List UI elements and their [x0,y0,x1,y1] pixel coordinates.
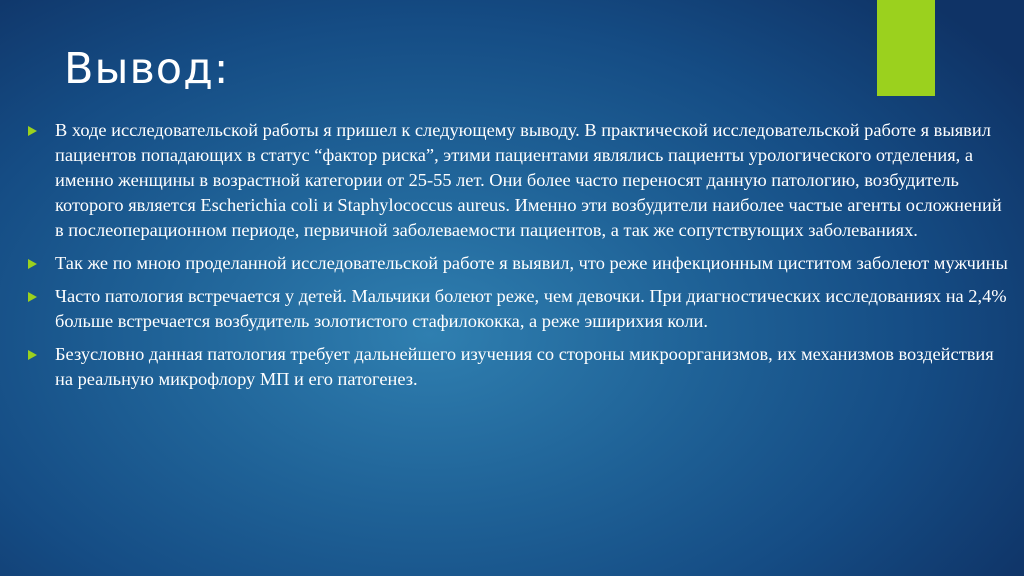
triangle-bullet-icon [28,292,37,302]
bullet-item [28,284,1013,334]
triangle-bullet-icon [28,350,37,360]
bullet-list [28,118,1013,400]
bullet-text: Часто патология встречается у детей. Мальчики болеют реже, чем девочки. При диагностических исследованиях на 2,4% больше встречается возбудитель золотистого стафилококка, а реже эширихия коли. [55,286,1007,331]
bullet-text: В ходе исследовательской работы я пришел к следующему выводу. В практической исследовательской работе я выявил пациентов попадающих в статус “фактор риска”, этими пациентами являлись пациенты урологического отделения, а именно женщины в возрастной категории от 25-55 лет. Они более часто переносят данную патологию, возбудитель которого является Escherichia coli и Staphylococcus aureus. Именно эти возбудители наиболее частые агенты осложнений в послеоперационном периоде, первичной заболеваемости пациентов, а так же сопутствующих заболеваниях. [55,120,1002,240]
slide-title: Вывод: [64,44,230,94]
bullet-text: Так же по мною проделанной исследовательской работе я выявил, что реже инфекционным циститом заболеют мужчины [55,253,1008,273]
accent-bar [877,0,935,96]
triangle-bullet-icon [28,126,37,136]
bullet-item [28,342,1013,392]
bullet-text: Безусловно данная патология требует дальнейшего изучения со стороны микроорганизмов, их механизмов воздействия на реальную микрофлору МП и его патогенез. [55,344,994,389]
triangle-bullet-icon [28,259,37,269]
bullet-item [28,251,1013,276]
bullet-item [28,118,1013,243]
